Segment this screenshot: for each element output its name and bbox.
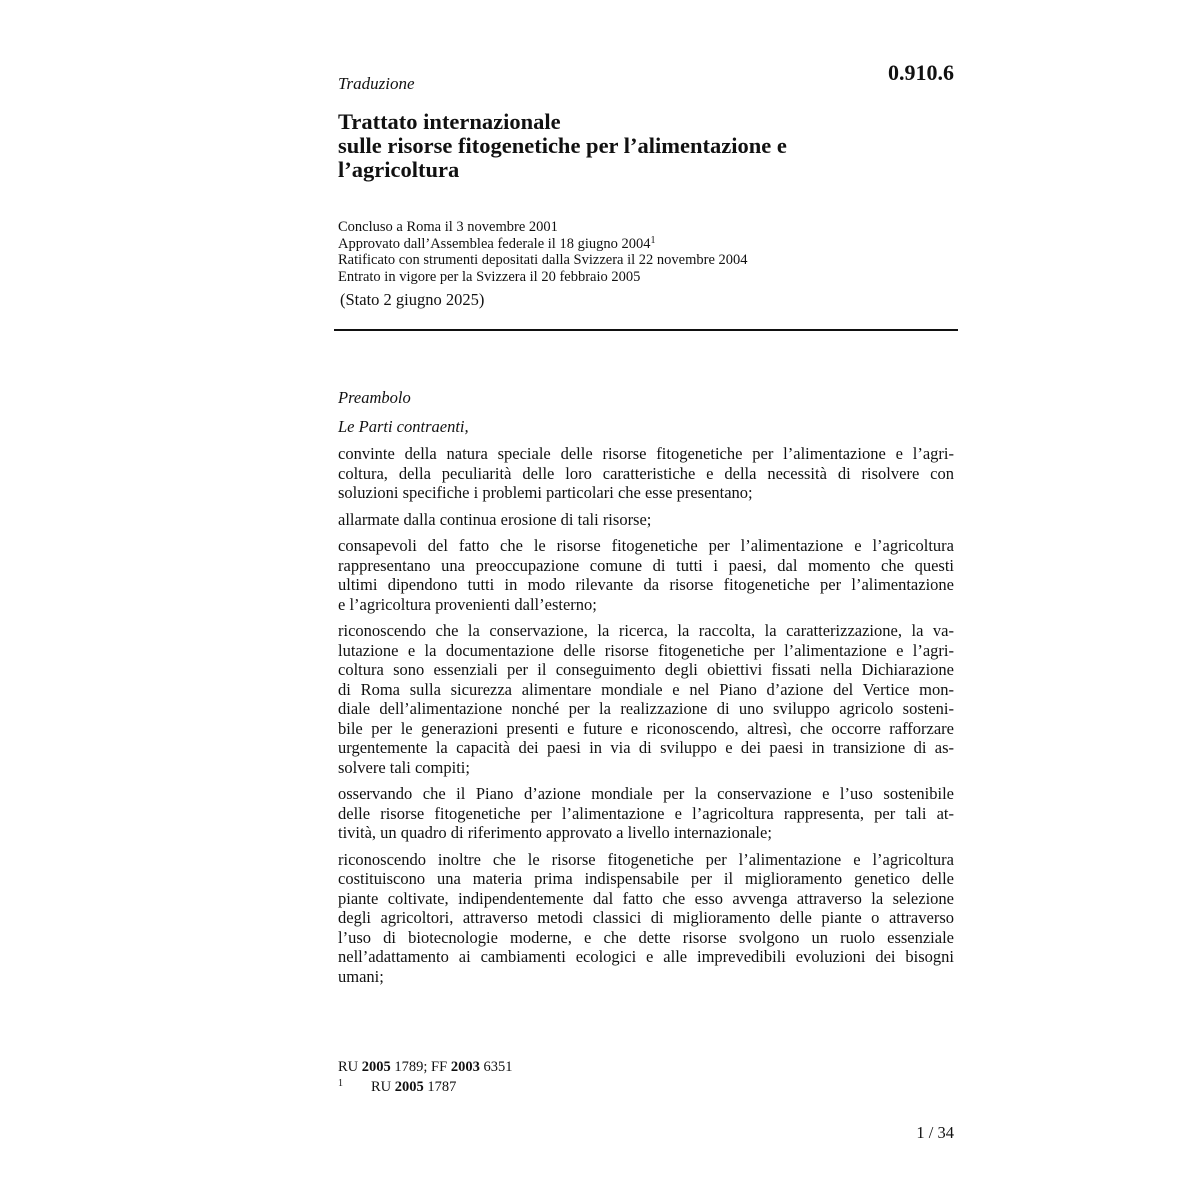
- in-force-date: Entrato in vigore per la Svizzera il 20 febbraio 2005: [338, 268, 641, 285]
- paragraph-line: nell’adattamento ai cambiamenti ecologici e alle imprevedibili evoluzioni dei bisogni: [338, 947, 954, 966]
- paragraph-line: consapevoli del fatto che le risorse fitogenetiche per l’alimentazione e l’agricoltura: [338, 536, 954, 555]
- header-divider: [334, 329, 958, 331]
- title-line: Trattato internazionale: [338, 109, 561, 134]
- preamble-paragraph: [338, 621, 954, 777]
- paragraph-line: l’uso di biotecnologie moderne, e che dette risorse svolgono un ruolo essenziale: [338, 927, 954, 947]
- paragraph-line: urgentemente la capacità dei paesi in via di sviluppo e dei paesi in transizione di as-: [338, 738, 954, 757]
- paragraph-line: soluzioni specifiche i problemi particolari che esse presentano;: [338, 483, 753, 502]
- translation-label: Traduzione: [338, 74, 415, 93]
- contracting-parties: Le Parti contraenti,: [338, 417, 469, 436]
- paragraph-line: riconoscendo inoltre che le risorse fitogenetiche per l’alimentazione e l’agricoltura: [338, 849, 954, 869]
- ratified-date: Ratificato con strumenti depositati dalla Svizzera il 22 novembre 2004: [338, 252, 748, 268]
- title-line: sulle risorse fitogenetiche per l’alimentazione e: [338, 133, 787, 158]
- title-line: l’agricoltura: [338, 157, 460, 182]
- paragraph-line: ultimi dipendono tutti in modo rilevante da risorse fitogenetiche per l’alimentazione: [338, 575, 954, 594]
- paragraph-line: osservando che il Piano d’azione mondiale per la conservazione e l’uso sostenibile: [338, 784, 954, 803]
- paragraph-line: e l’agricoltura provenienti dall’esterno;: [338, 594, 597, 614]
- preamble-paragraph: [338, 536, 954, 614]
- paragraph-line: delle risorse fitogenetiche per l’alimentazione e l’agricoltura rappresenta, per tali at-: [338, 803, 954, 823]
- document-title: [338, 110, 898, 182]
- footnote-ref[interactable]: 1: [650, 234, 656, 246]
- preamble-heading: Preambolo: [338, 388, 411, 407]
- paragraph-line: tività, un quadro di riferimento approvato a livello internazionale;: [338, 823, 772, 842]
- paragraph-line: riconoscendo che la conservazione, la ricerca, la raccolta, la caratterizzazione, la va-: [338, 621, 954, 640]
- preamble-paragraph: [338, 510, 954, 530]
- concluded-date: Concluso a Roma il 3 novembre 2001: [338, 219, 558, 235]
- preamble-body: [338, 444, 954, 993]
- approved-date: Approvato dall’Assemblea federale il 18 giugno 2004$^1$: [338, 234, 656, 252]
- footnotes: [338, 1057, 512, 1097]
- paragraph-line: allarmate dalla continua erosione di tali risorse;: [338, 509, 652, 529]
- paragraph-line: degli agricoltori, attraverso metodi classici di miglioramento delle piante o attraverso: [338, 908, 954, 927]
- paragraph-line: lutazione e la documentazione delle risorse fitogenetiche per l’alimentazione e l’agri-: [338, 640, 954, 660]
- status-date: (Stato 2 giugno 2025): [340, 290, 485, 309]
- paragraph-line: costituiscono una materia prima indispensabile per il miglioramento genetico delle: [338, 869, 954, 888]
- paragraph-line: coltura sono essenziali per il conseguimento degli obiettivi fissati nella Dichiarazione: [338, 660, 954, 679]
- document-number: 0.910.6: [888, 60, 954, 85]
- footnote-1: 1 RU 2005 1787: [338, 1078, 457, 1095]
- paragraph-line: convinte della natura speciale delle risorse fitogenetiche per l’alimentazione e l’agri-: [338, 444, 954, 463]
- paragraph-line: umani;: [338, 966, 384, 986]
- paragraph-line: coltura, della peculiarità delle loro caratteristiche e della necessità di risolvere con: [338, 463, 954, 483]
- preamble-paragraph: [338, 784, 954, 843]
- paragraph-line: rappresentano una preoccupazione comune di tutti i paesi, dal momento che questi: [338, 555, 954, 575]
- preamble-paragraph: [338, 444, 954, 503]
- source-reference: RU 2005 1789; FF 2003 6351: [338, 1059, 513, 1075]
- page-number: 1 / 34: [916, 1123, 954, 1142]
- paragraph-line: di Roma sulla sicurezza alimentare mondiale e nel Piano d’azione del Vertice mon-: [338, 679, 954, 699]
- paragraph-line: diale dell’alimentazione nonché per la realizzazione di uno sviluppo agricolo sosteni-: [338, 699, 954, 718]
- preamble-paragraph: [338, 850, 954, 987]
- paragraph-line: piante coltivate, indipendentemente dal fatto che esso avvenga attraverso la selezione: [338, 888, 954, 908]
- paragraph-line: solvere tali compiti;: [338, 757, 470, 777]
- paragraph-line: bile per le generazioni presenti e future e riconoscendo, altresì, che occorre rafforzare: [338, 718, 954, 738]
- document-metadata: [338, 219, 748, 285]
